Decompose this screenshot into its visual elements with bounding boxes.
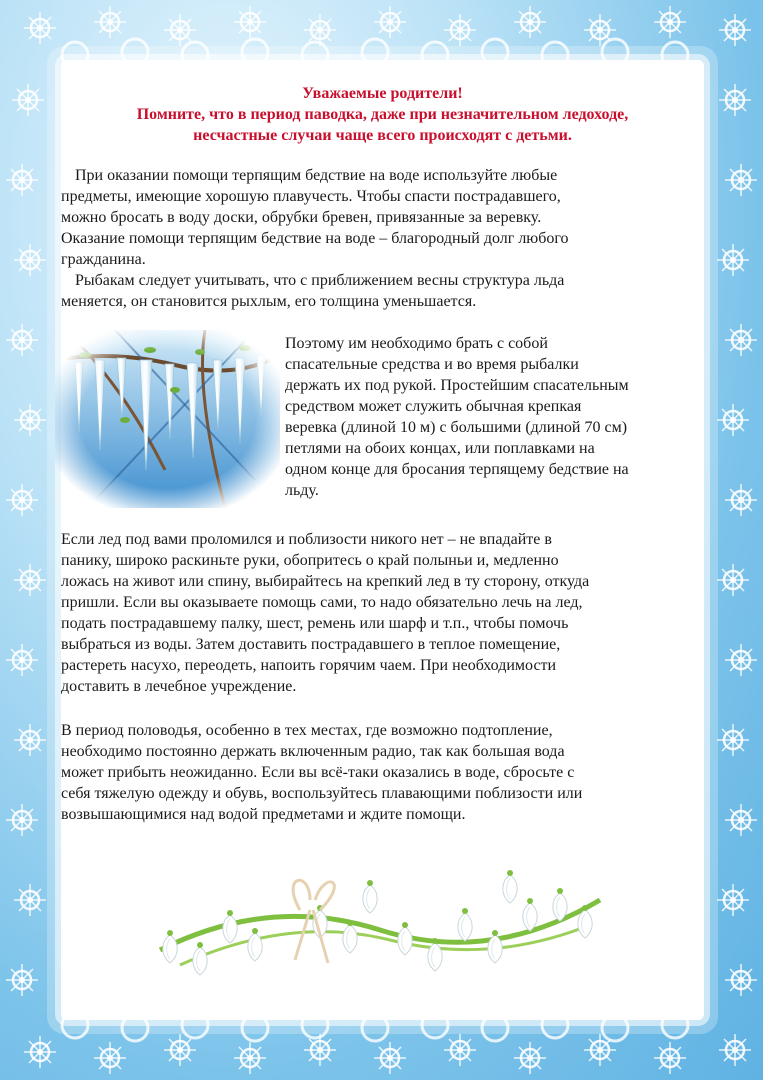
text-line: петлями на обоих концах, или поплавками на bbox=[285, 440, 595, 457]
heading-line-1: Уважаемые родители! bbox=[302, 85, 463, 102]
text-line: льду. bbox=[285, 482, 319, 499]
text-line: себя тяжелую одежду и обувь, воспользуйтесь плавающими поблизости или bbox=[61, 785, 583, 802]
text-line: доставить в лечебное учреждение. bbox=[61, 678, 297, 695]
text-line: В период половодья, особенно в тех местах, где возможно подтопление, bbox=[61, 722, 553, 739]
text-line: Рыбакам следует учитывать, что с приближением весны структура льда bbox=[75, 272, 565, 289]
text-line: возвышающимися над водой предметами и ждите помощи. bbox=[61, 806, 466, 823]
snowdrops-garland-icon bbox=[150, 855, 610, 995]
text-line: пришли. Если вы оказываете помощь сами, то надо обязательно лечь на лед, bbox=[61, 594, 583, 611]
text-line: подать пострадавшему палку, шест, ремень или шарф и т.п., чтобы помочь bbox=[61, 615, 569, 632]
text-line: держать их под рукой. Простейшим спасательным bbox=[285, 377, 629, 394]
text-line: При оказании помощи терпящим бедствие на воде используйте любые bbox=[75, 167, 558, 184]
paragraph-help-on-water bbox=[61, 165, 696, 312]
text-line: ложась на живот или спину, выбирайтесь на крепкий лед в ту сторону, откуда bbox=[61, 573, 590, 590]
paragraph-if-ice-breaks bbox=[61, 529, 701, 697]
text-line: спасательные средства и во время рыбалки bbox=[285, 356, 579, 373]
icicles-on-branches-photo bbox=[55, 330, 280, 508]
text-line: предметы, имеющие хорошую плавучесть. Чтобы спасти пострадавшего, bbox=[61, 188, 561, 205]
page-heading bbox=[61, 83, 704, 146]
text-line: Оказание помощи терпящим бедствие на воде – благородный долг любого bbox=[61, 230, 569, 247]
text-line: средством может служить обычная крепкая bbox=[285, 398, 582, 415]
text-line: может прибыть неожиданно. Если вы всё-таки оказались в воде, сбросьте с bbox=[61, 764, 575, 781]
text-line: Если лед под вами проломился и поблизости никого нет – не впадайте в bbox=[61, 531, 552, 548]
text-line: растереть насухо, переодеть, напоить горячим чаем. При необходимости bbox=[61, 657, 557, 674]
text-line: веревка (длиной 10 м) с большими (длиной 70 см) bbox=[285, 419, 628, 436]
text-line: Поэтому им необходимо брать с собой bbox=[285, 335, 548, 352]
paragraph-flood-period bbox=[61, 720, 701, 825]
heading-line-2: Помните, что в период паводка, даже при незначительном ледоходе, bbox=[136, 106, 629, 123]
text-line: необходимо постоянно держать включенным радио, так как большая вода bbox=[61, 743, 565, 760]
text-line: меняется, он становится рыхлым, его толщина уменьшается. bbox=[61, 293, 477, 310]
text-line: гражданина. bbox=[61, 251, 146, 268]
paragraph-rescue-equipment bbox=[285, 333, 703, 501]
heading-line-3: несчастные случаи чаще всего происходят с детьми. bbox=[193, 127, 572, 144]
text-line: можно бросать в воду доски, обрубки бревен, привязанные за веревку. bbox=[61, 209, 542, 226]
text-line: одном конце для бросания терпящему бедствие на bbox=[285, 461, 629, 478]
text-line: выбраться из воды. Затем доставить пострадавшего в теплое помещение, bbox=[61, 636, 561, 653]
text-line: панику, широко раскиньте руки, обопритесь о край полыньи и, медленно bbox=[61, 552, 559, 569]
